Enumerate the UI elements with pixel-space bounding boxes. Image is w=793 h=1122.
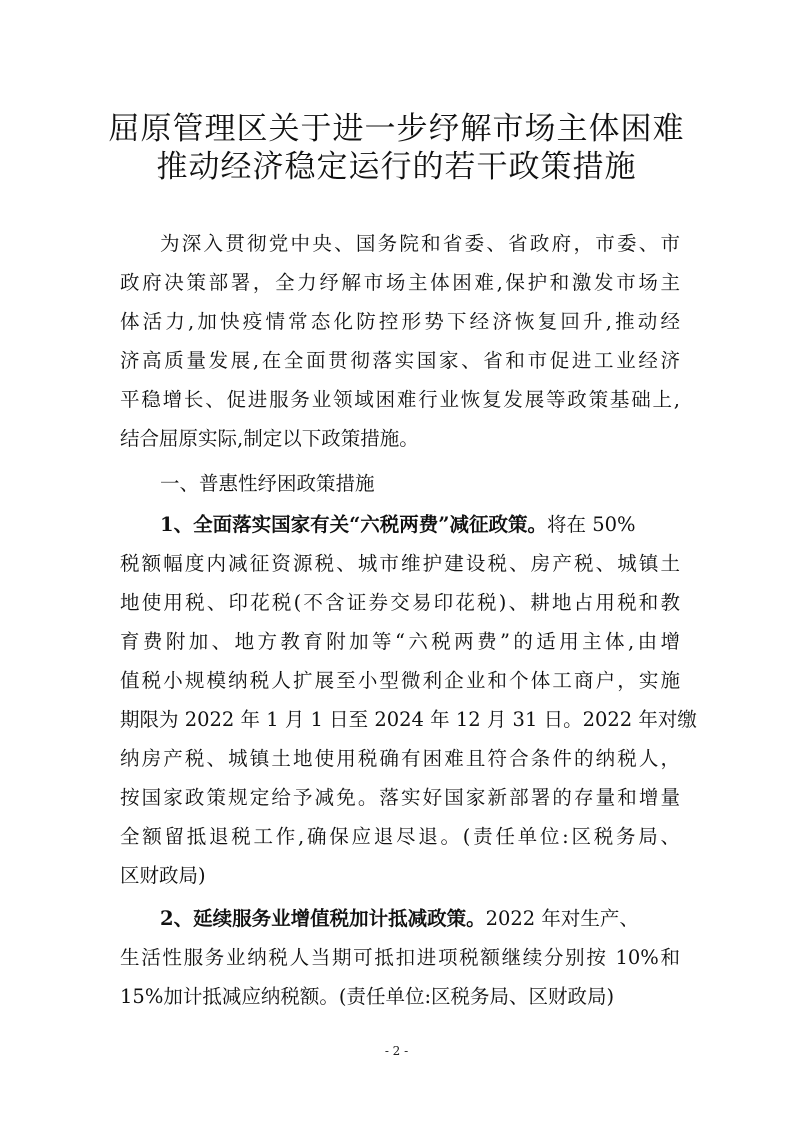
item1-line-10: 区财政局) — [120, 864, 206, 887]
intro-line-6: 结合屈原实际,制定以下政策措施。 — [120, 427, 419, 450]
item1-line-7: 纳房产税、城镇土地使用税确有困难且符合条件的纳税人， — [120, 747, 680, 770]
item1-line-6: 期限为 2022 年 1 月 1 日至 2024 年 12 月 31 日。2022 年对缴 — [120, 708, 697, 731]
section-heading: 一、普惠性纾困政策措施 — [160, 472, 375, 495]
item1-line-4: 育费附加、地方教育附加等“六税两费”的适用主体,由增 — [120, 630, 680, 653]
intro-line-2: 政府决策部署，全力纾解市场主体困难,保护和激发市场主 — [120, 271, 680, 294]
item1-first-line — [160, 513, 680, 537]
item1-line-3: 地使用税、印花税(不含证券交易印花税)、耕地占用税和教 — [120, 591, 680, 614]
item1-line-2: 税额幅度内减征资源税、城市维护建设税、房产税、城镇土 — [120, 552, 680, 575]
item1-line-5: 值税小规模纳税人扩展至小型微利企业和个体工商户，实施 — [120, 669, 680, 692]
intro-line-4: 济高质量发展,在全面贯彻落实国家、省和市促进工业经济 — [120, 349, 680, 372]
item1-title: 1、全面落实国家有关“六税两费”减征政策。 — [160, 513, 548, 536]
item2-first-line — [160, 907, 680, 931]
intro-line-3: 体活力,加快疫情常态化防控形势下经济恢复回升,推动经 — [120, 310, 680, 333]
item1-line-8: 按国家政策规定给予减免。落实好国家新部署的存量和增量 — [120, 786, 680, 809]
page-number: - 2 - — [384, 1044, 409, 1058]
intro-line-5: 平稳增长、促进服务业领域困难行业恢复发展等政策基础上, — [120, 388, 680, 411]
item2-line-2: 生活性服务业纳税人当期可抵扣进项税额继续分别按 10%和 — [120, 946, 680, 969]
item2-line-3: 15%加计抵减应纳税额。(责任单位:区税务局、区财政局) — [120, 985, 615, 1008]
document-title-line-2: 推动经济稳定运行的若干政策措施 — [156, 149, 637, 185]
item1-line-9: 全额留抵退税工作,确保应退尽退。(责任单位:区税务局、 — [120, 825, 680, 848]
intro-line-1: 为深入贯彻党中央、国务院和省委、省政府，市委、市 — [160, 232, 680, 255]
item2-title: 2、延续服务业增值税加计抵减政策。 — [160, 907, 486, 930]
item1-line-1: 将在 50% — [547, 513, 636, 536]
document-title-line-1: 屈原管理区关于进一步纾解市场主体困难 — [108, 111, 685, 147]
item2-line-1: 2022 年对生产、 — [485, 907, 639, 930]
